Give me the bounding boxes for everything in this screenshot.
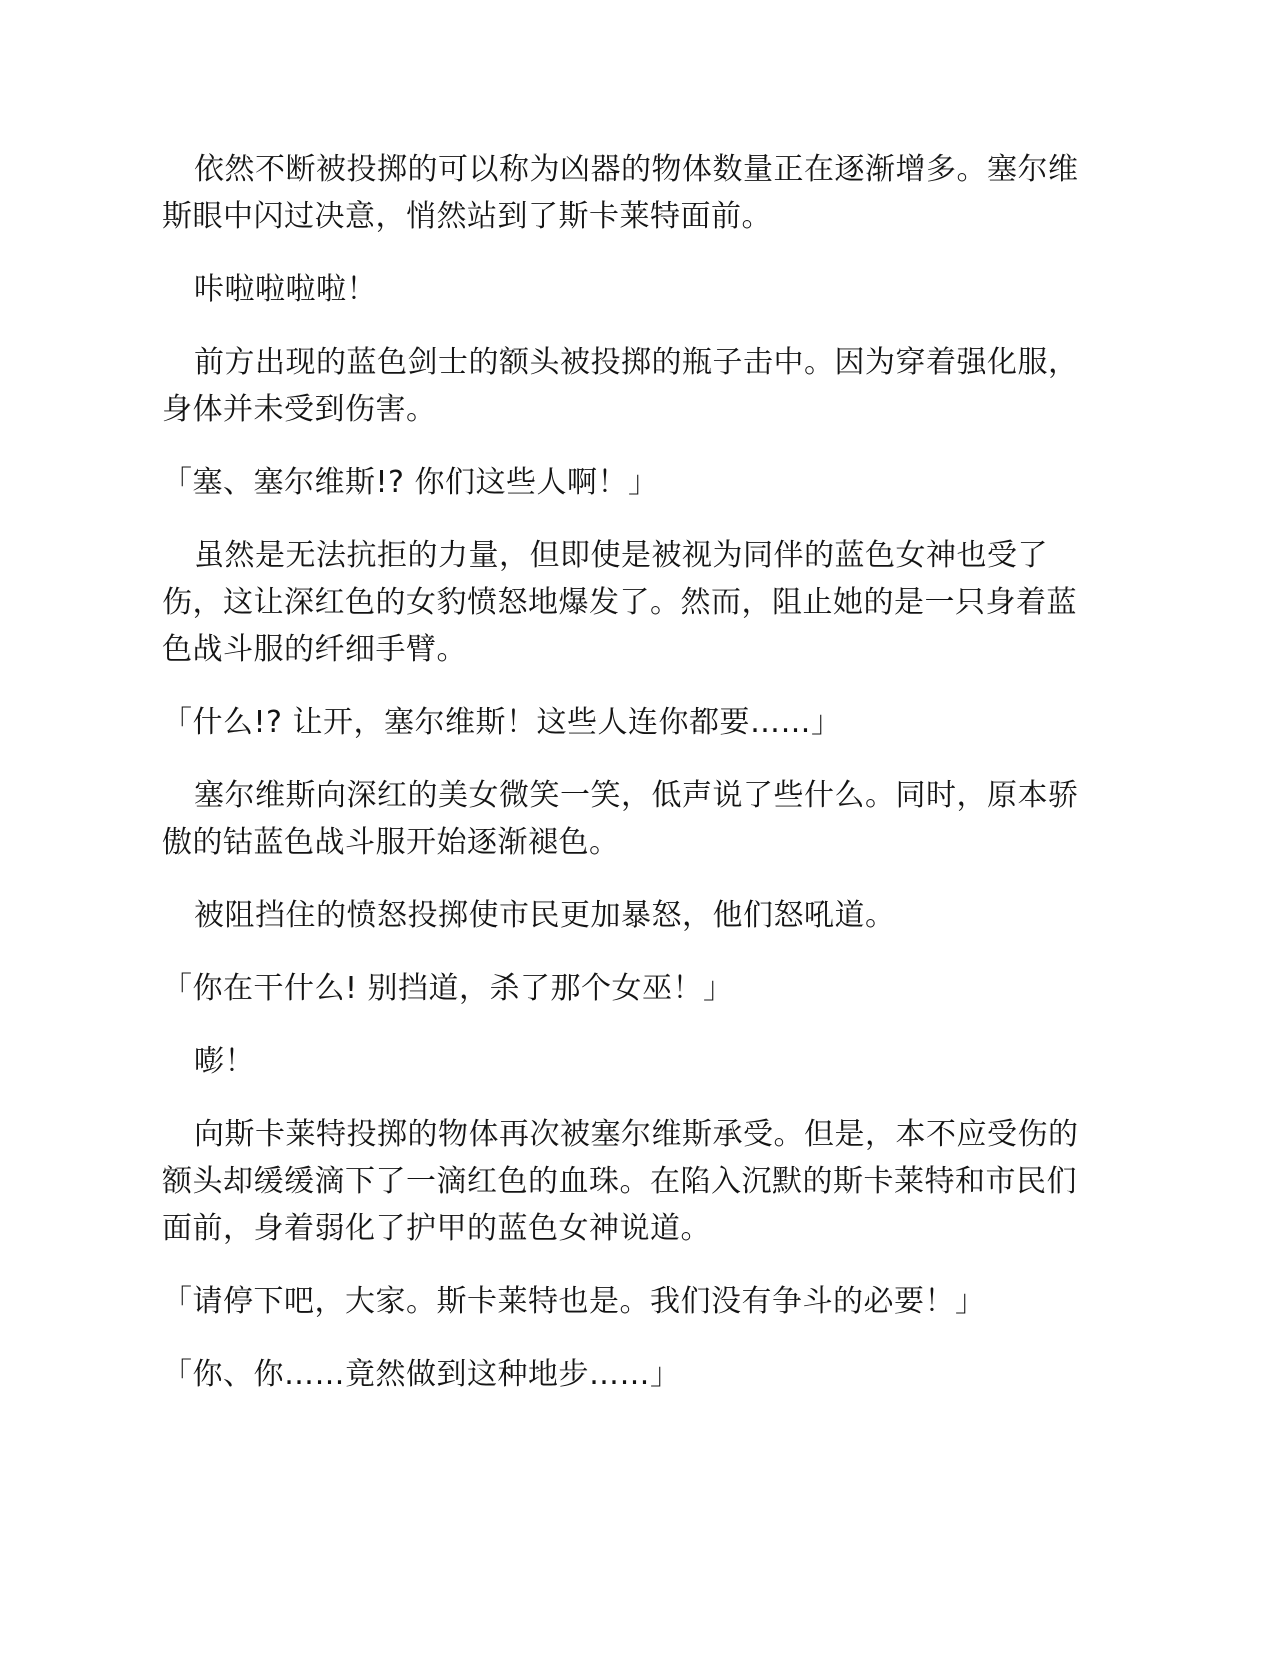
- dialogue-line: 「请停下吧，大家。斯卡莱特也是。我们没有争斗的必要！」: [162, 1284, 986, 1319]
- narration-paragraph: 前方出现的蓝色剑士的额头被投掷的瓶子击中。因为穿着强化服，身体并未受到伤害。: [162, 345, 1079, 427]
- dialogue-line: 「你、你……竟然做到这种地步……」: [162, 1357, 681, 1392]
- dialogue-line: 「什么!? 让开，塞尔维斯！这些人连你都要……」: [162, 705, 842, 740]
- sound-effect-line: 嘭！: [194, 1044, 255, 1079]
- narration-paragraph: 被阻挡住的愤怒投掷使市民更加暴怒，他们怒吼道。: [194, 898, 896, 933]
- narration-paragraph: 塞尔维斯向深红的美女微笑一笑，低声说了些什么。同时，原本骄傲的钴蓝色战斗服开始逐渐褪色。: [162, 778, 1079, 860]
- dialogue-line: 「你在干什么! 别挡道，杀了那个女巫！」: [162, 971, 734, 1006]
- narration-paragraph: 依然不断被投掷的可以称为凶器的物体数量正在逐渐增多。塞尔维斯眼中闪过决意，悄然站到了斯卡莱特面前。: [162, 152, 1079, 234]
- dialogue-line: 「塞、塞尔维斯!? 你们这些人啊！」: [162, 465, 659, 500]
- novel-text-body: [162, 146, 1102, 1424]
- narration-paragraph: 虽然是无法抗拒的力量，但即使是被视为同伴的蓝色女神也受了伤，这让深红色的女豹愤怒地爆发了。然而，阻止她的是一只身着蓝色战斗服的纤细手臂。: [162, 538, 1077, 667]
- narration-paragraph: 向斯卡莱特投掷的物体再次被塞尔维斯承受。但是，本不应受伤的额头却缓缓滴下了一滴红色的血珠。在陷入沉默的斯卡莱特和市民们面前，身着弱化了护甲的蓝色女神说道。: [162, 1117, 1079, 1246]
- sound-effect-line: 咔啦啦啦啦！: [194, 272, 377, 307]
